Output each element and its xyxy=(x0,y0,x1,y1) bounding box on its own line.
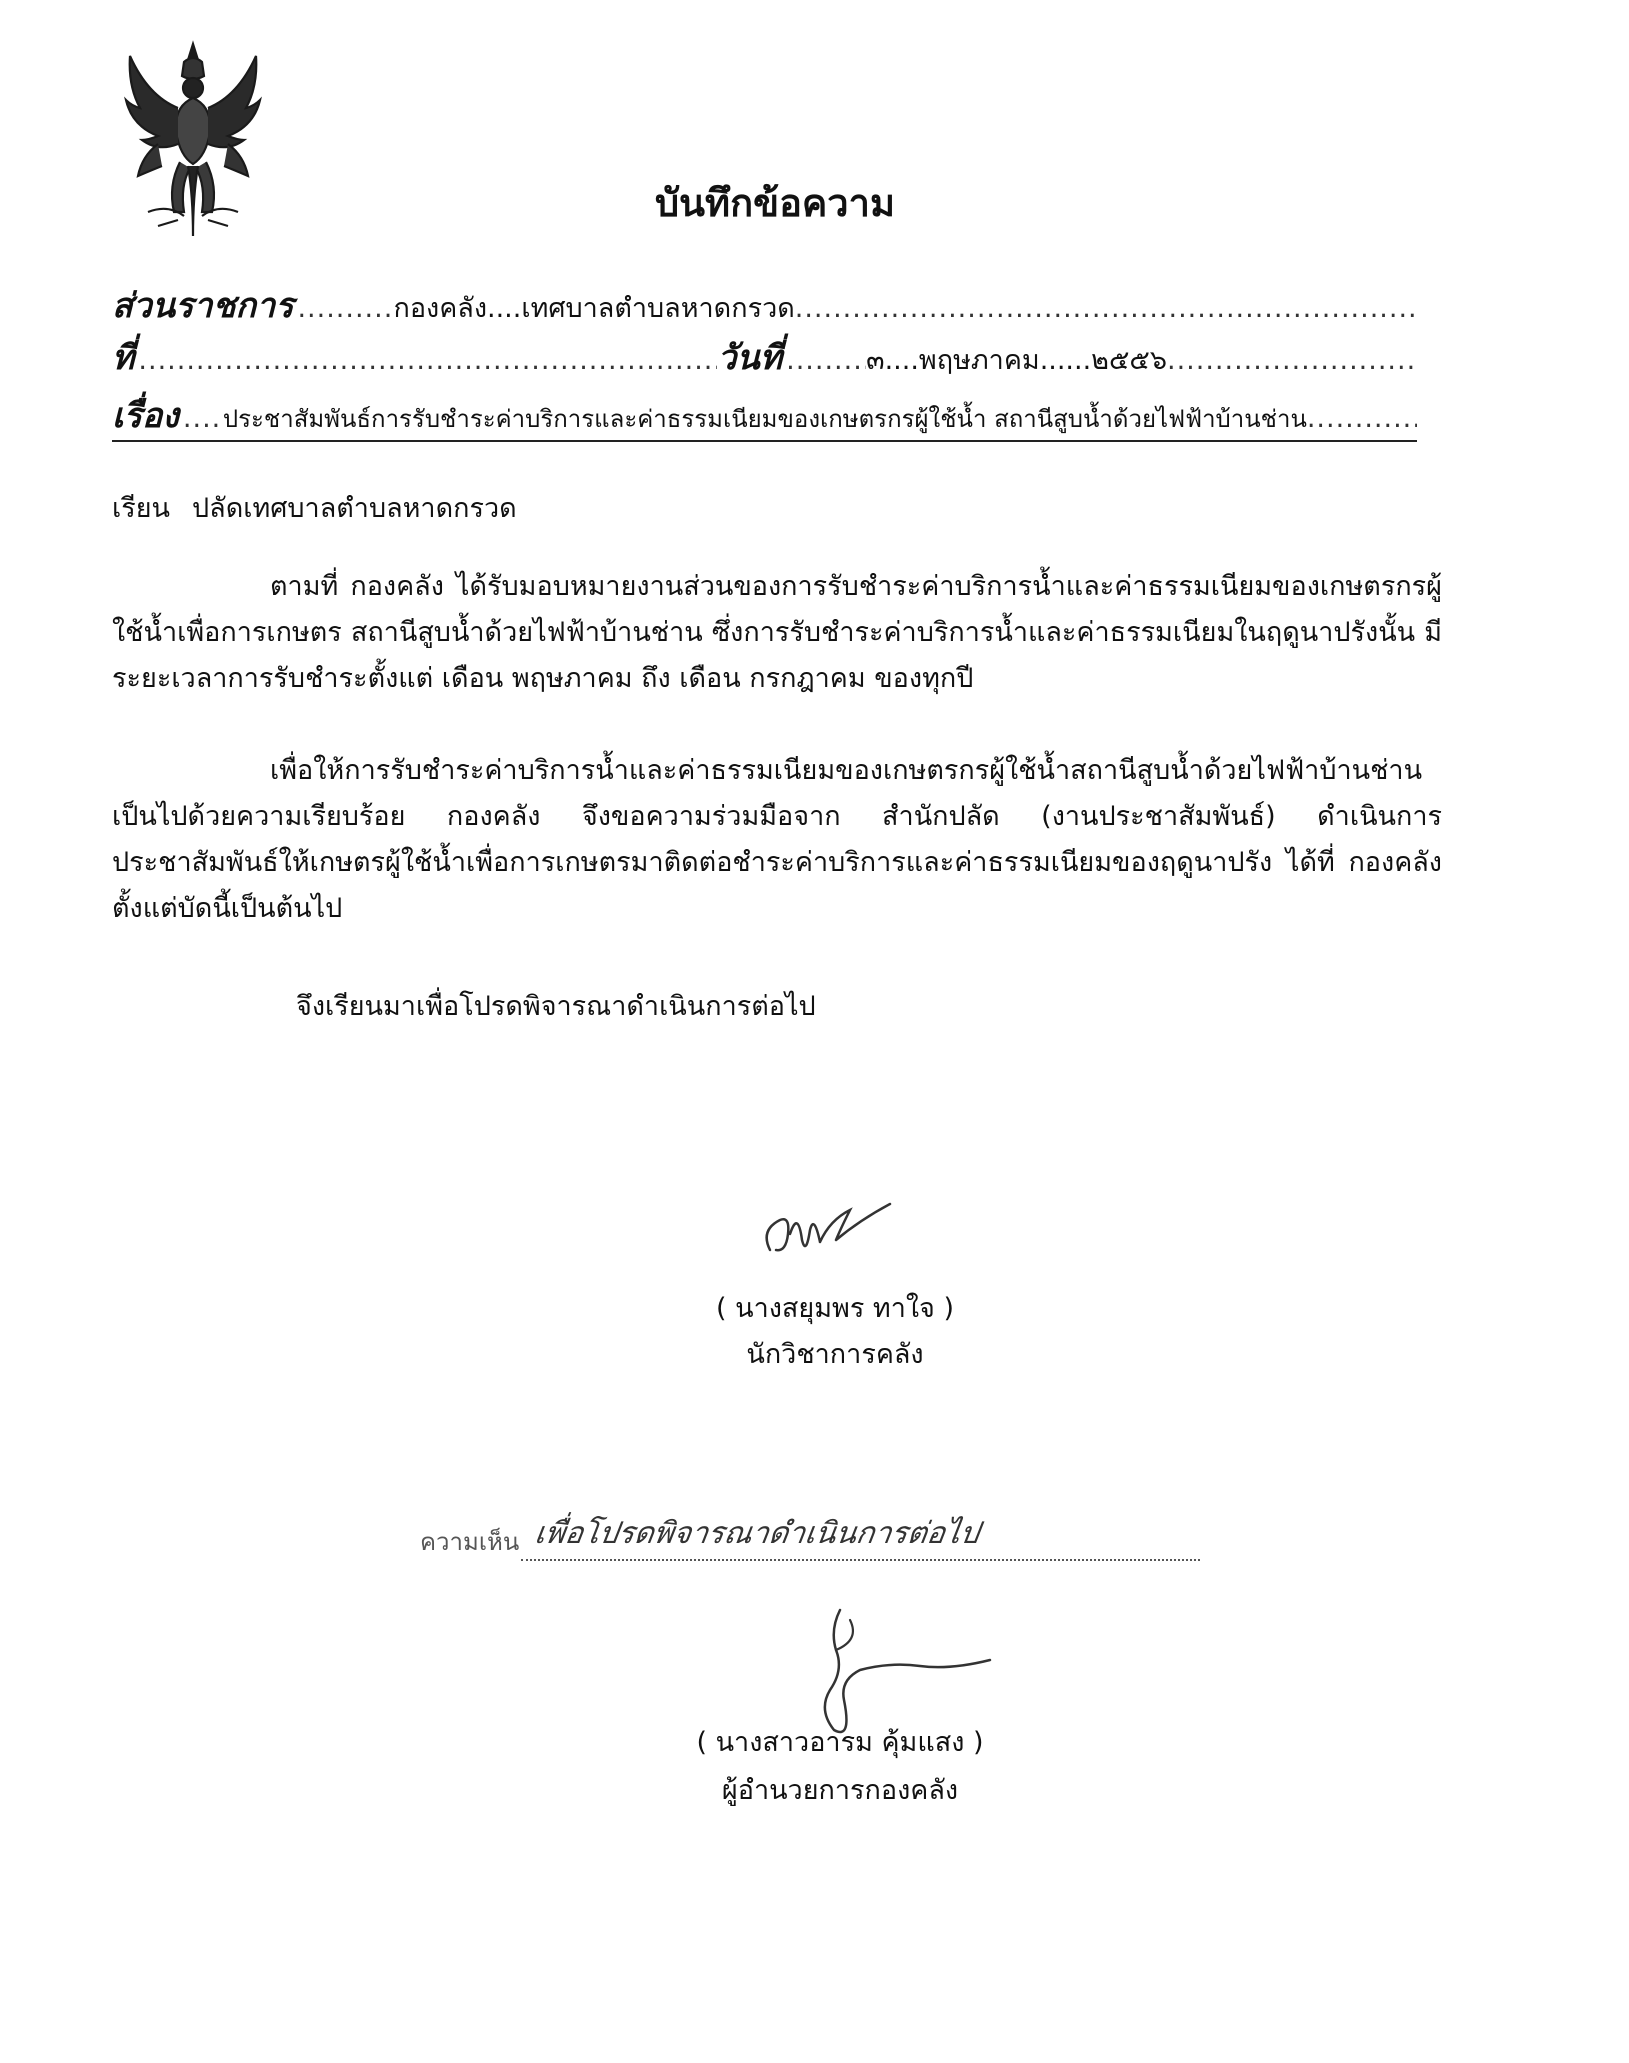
opinion-handwritten-text: เพื่อโปรดพิจารณาดำเนินการต่อไป xyxy=(532,1516,982,1551)
memo-title: บันทึกข้อความ xyxy=(654,181,896,225)
paragraph-1-text: ตามที่ กองคลัง ได้รับมอบหมายงานส่วนของการรับชำระค่าบริการน้ำและค่าธรรมเนียมของเกษตรกรผู้ใช้น้ำเพื่อการเกษตร สถานีสูบน้ำด้วยไฟฟ้าบ้านช่าน ซึ่งการรับชำระค่าบริการน้ำและค่าธรรมเนียมในฤดูนาปรังนั้น มีระยะเวลาการรับชำระตั้งแต่ เดือน พฤษภาคม ถึง เดือน กรกฎาคม ของทุกปี xyxy=(112,571,1442,694)
subject-value: ประชาสัมพันธ์การรับชำระค่าบริการและค่าธรรมเนียมของเกษตรกรผู้ใช้น้ำ สถานีสูบน้ำด้วยไฟฟ้าบ้านช่าน xyxy=(222,405,1307,433)
body-paragraph-1 xyxy=(112,564,1442,702)
header-divider xyxy=(112,440,1417,442)
closing-line: จึงเรียนมาเพื่อโปรดพิจารณาดำเนินการต่อไป xyxy=(296,991,816,1022)
department-row xyxy=(112,278,1417,332)
salutation-recipient: ปลัดเทศบาลตำบลหาดกรวด xyxy=(192,493,517,524)
subject-label: เรื่อง xyxy=(112,396,179,436)
date-value: ๓....พฤษภาคม......๒๕๕๖ xyxy=(866,345,1167,376)
dotted-leader xyxy=(138,345,717,376)
signer-1-position: นักวิชาการคลัง xyxy=(746,1339,924,1370)
paragraph-2-text: เพื่อให้การรับชำระค่าบริการน้ำและค่าธรรมเนียมของเกษตรกรผู้ใช้น้ำสถานีสูบน้ำด้วยไฟฟ้าบ้านช่าน เป็นไปด้วยความเรียบร้อย กองคลัง จึงขอความร่วมมือจาก สำนักปลัด (งานประชาสัมพันธ์) ดำเนินการประชาสัมพันธ์ให้เกษตรผู้ใช้น้ำเพื่อการเกษตรมาติดต่อชำระค่าบริการและค่าธรรมเนียมของฤดูนาปรัง ได้ที่ กองคลัง ตั้งแต่บัดนี้เป็นต้นไป xyxy=(112,755,1442,924)
opinion-row xyxy=(420,1516,1200,1561)
signer-1-name: ( นางสยุมพร ทาใจ ) xyxy=(716,1293,954,1324)
signer-2-position: ผู้อำนวยการกองคลัง xyxy=(721,1775,959,1806)
dotted-leader xyxy=(795,293,1417,324)
department-label: ส่วนราชการ xyxy=(112,286,294,326)
salutation-label: เรียน xyxy=(112,493,171,524)
dotted-leader xyxy=(1307,403,1417,434)
dotted-leader xyxy=(183,403,223,434)
date-label: วันที่ xyxy=(717,338,783,378)
opinion-label: ความเห็น xyxy=(420,1528,520,1556)
reference-label: ที่ xyxy=(112,338,135,378)
department-value: กองคลัง....เทศบาลตำบลหาดกรวด xyxy=(393,293,795,324)
subject-row xyxy=(112,388,1417,442)
salutation xyxy=(112,486,517,529)
signature-1-icon xyxy=(740,1190,900,1270)
dotted-leader xyxy=(1167,345,1417,376)
dotted-leader xyxy=(297,293,393,324)
body-paragraph-2 xyxy=(112,748,1442,932)
reference-date-row xyxy=(112,330,1417,384)
dotted-leader xyxy=(786,345,866,376)
signer-2-name: ( นางสาวอารม คุ้มแสง ) xyxy=(696,1727,984,1758)
opinion-dotted-line xyxy=(521,1516,1200,1561)
